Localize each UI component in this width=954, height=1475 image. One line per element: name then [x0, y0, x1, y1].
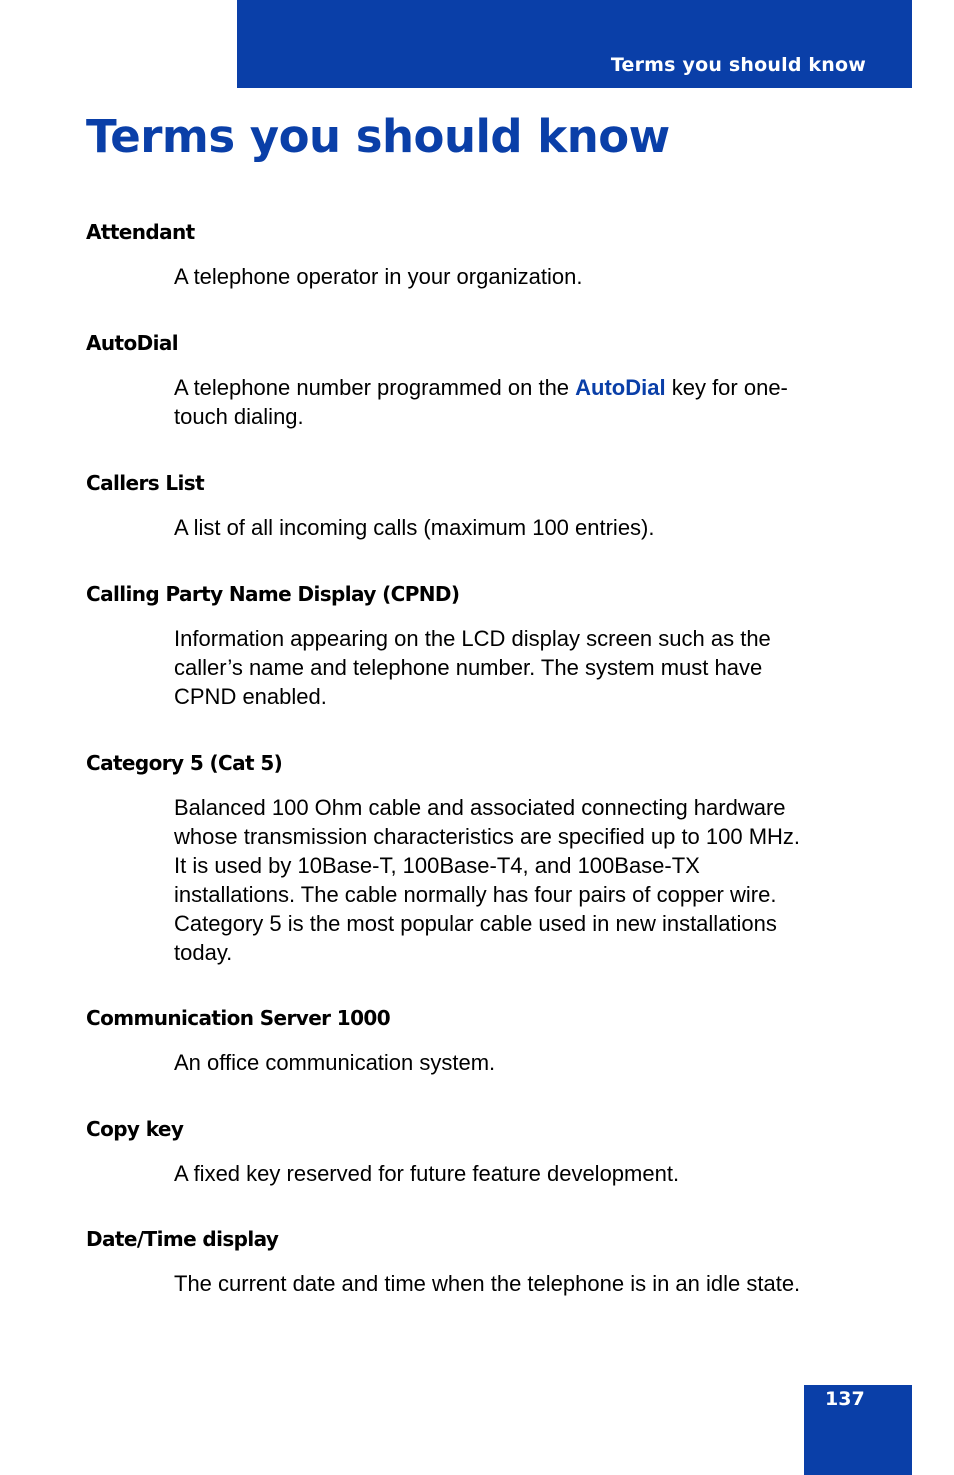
term-name: Date/Time display	[86, 1227, 279, 1251]
definition-text: A telephone number programmed on the	[174, 375, 576, 400]
definition-line: installations. The cable normally has four pairs of copper wire.	[174, 882, 777, 907]
glossary-entry-cpnd	[86, 581, 886, 711]
definition-line: A list of all incoming calls (maximum 100 entries).	[174, 515, 655, 540]
definition-line: The current date and time when the telephone is in an idle state.	[174, 1271, 801, 1296]
term-definition	[174, 1159, 874, 1188]
term-definition	[174, 624, 874, 711]
definition-line: A fixed key reserved for future feature development.	[174, 1161, 680, 1186]
autodial-key-reference: AutoDial	[575, 375, 666, 400]
term-definition	[174, 262, 874, 291]
definition-line: An office communication system.	[174, 1050, 496, 1075]
page-title: Terms you should know	[86, 110, 670, 163]
glossary-entry-callers-list	[86, 470, 886, 542]
term-definition	[174, 513, 874, 542]
definition-line: A telephone operator in your organization.	[174, 264, 583, 289]
term-definition	[174, 1048, 874, 1077]
glossary-entry-copy-key	[86, 1116, 886, 1188]
page-number-tab	[804, 1385, 912, 1475]
definition-line: today.	[174, 940, 233, 965]
term-definition	[174, 373, 874, 431]
term-name: Callers List	[86, 471, 205, 495]
glossary-entry-date-time-display	[86, 1226, 886, 1298]
term-name: Category 5 (Cat 5)	[86, 751, 283, 775]
running-header-title: Terms you should know	[610, 54, 866, 76]
term-name: Calling Party Name Display (CPND)	[86, 582, 460, 606]
glossary-entry-autodial	[86, 330, 886, 431]
definition-line: It is used by 10Base-T, 100Base-T4, and 100Base-TX	[174, 853, 700, 878]
glossary-entry-category-5	[86, 750, 886, 967]
definition-line: caller’s name and telephone number. The system must have	[174, 655, 763, 680]
definition-line: touch dialing.	[174, 404, 304, 429]
term-name: Communication Server 1000	[86, 1006, 391, 1030]
running-header-bar	[237, 0, 912, 88]
definition-text: key for one-	[665, 375, 788, 400]
definition-line	[174, 373, 874, 402]
definition-line: whose transmission characteristics are specified up to 100 MHz.	[174, 824, 801, 849]
term-definition	[174, 793, 874, 967]
term-name: Attendant	[86, 220, 195, 244]
definition-line: CPND enabled.	[174, 684, 327, 709]
definition-line: Category 5 is the most popular cable used in new installations	[174, 911, 777, 936]
term-definition	[174, 1269, 874, 1298]
glossary-entry-attendant	[86, 219, 886, 291]
definition-line: Balanced 100 Ohm cable and associated connecting hardware	[174, 795, 786, 820]
term-name: AutoDial	[86, 331, 179, 355]
page-number: 137	[825, 1388, 865, 1410]
term-name: Copy key	[86, 1117, 184, 1141]
glossary-entry-communication-server-1000	[86, 1005, 886, 1077]
definition-line: Information appearing on the LCD display screen such as the	[174, 626, 771, 651]
